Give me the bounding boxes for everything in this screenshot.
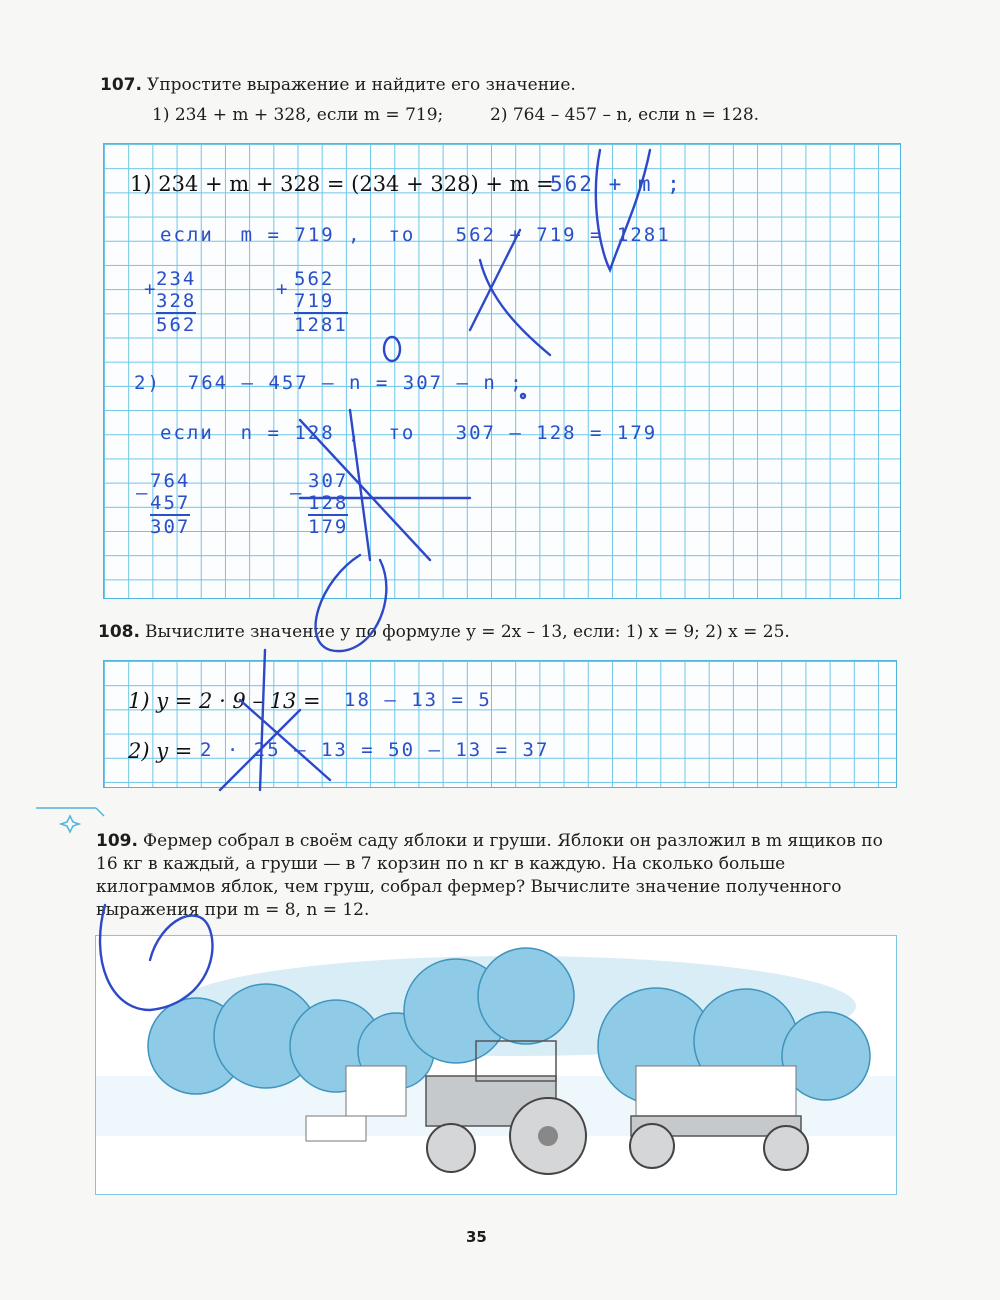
plus-sign: + <box>276 278 290 300</box>
column-addition-1: 234 328 562 <box>156 268 197 336</box>
task-number: 109. <box>96 831 138 851</box>
handwritten-line-1: 18 – 13 = 5 <box>344 689 492 711</box>
handwritten-check: если m = 719 , то 562 + 719 = 1281 <box>160 224 671 246</box>
task-text: Фермер собрал в своём саду яблоки и груши. Яблоки он разложил в m ящиков по 16 кг в каждый, а груши — в 7 корзин по n кг в каждую. На сколько больше килограммов яблок, чем груш, собрал фермер? Вычислите значение полученного выражения при m = 8, n = 12. <box>96 831 883 920</box>
task-prompt: Вычислите значение y по формуле y = 2x – 13, если: 1) x = 9; 2) x = 25. <box>145 622 790 642</box>
handwritten-check-2: если n = 128 , то 307 – 128 = 179 <box>160 422 658 444</box>
task-number: 108. <box>98 622 140 642</box>
page-number: 35 <box>466 1228 487 1246</box>
task-107-part2: 2) 764 – 457 – n, если n = 128. <box>490 105 760 125</box>
printed-line-2: 2) y = <box>128 739 193 763</box>
task-number: 107. <box>100 75 142 95</box>
column-subtraction-2: 307 128 179 <box>308 470 349 538</box>
column-subtraction-1: 764 457 307 <box>150 470 191 538</box>
task-107-part1: 1) 234 + m + 328, если m = 719; <box>152 105 444 125</box>
task-prompt: Упростите выражение и найдите его значение. <box>147 75 576 95</box>
handwritten-answer: 562 + m ; <box>550 172 682 196</box>
minus-sign: – <box>290 482 304 504</box>
column-addition-2: 562 719 1281 <box>294 268 348 336</box>
printed-line-1: 1) y = 2 · 9 – 13 = <box>128 689 321 713</box>
plus-sign: + <box>144 278 158 300</box>
handwritten-line-2: 2 · 25 – 13 = 50 – 13 = 37 <box>200 739 550 761</box>
minus-sign: – <box>136 482 150 504</box>
handwritten-line-2: 2) 764 – 457 – n = 307 – n ; <box>134 372 524 394</box>
printed-equation: 1) 234 + m + 328 = (234 + 328) + m = <box>130 172 554 196</box>
